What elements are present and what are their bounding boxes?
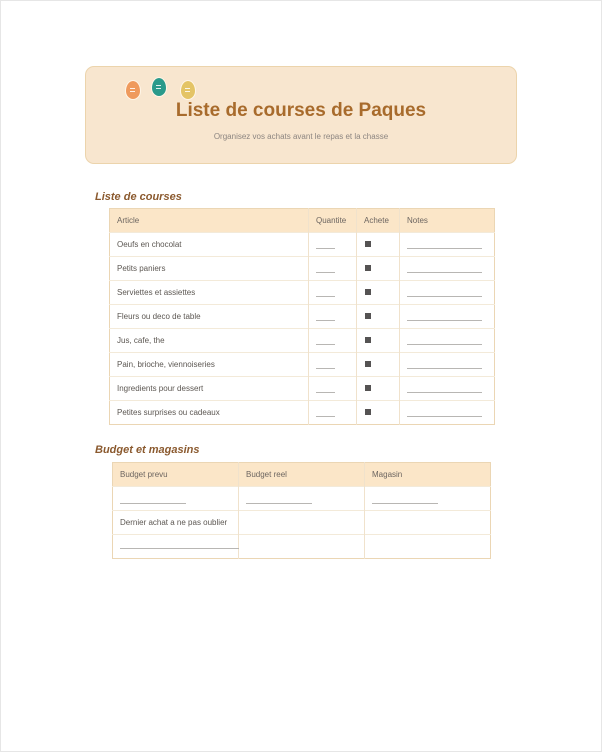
quantity-field[interactable] — [309, 377, 357, 401]
notes-blank-line — [407, 392, 482, 393]
magasin-field[interactable] — [365, 487, 491, 511]
quantity-field[interactable] — [309, 257, 357, 281]
notes-blank-line — [407, 248, 482, 249]
quantity-blank-line — [316, 368, 335, 369]
column-header-quantite: Quantite — [309, 209, 357, 233]
checkbox-square-icon — [365, 265, 371, 271]
purchased-checkbox[interactable] — [357, 377, 400, 401]
notes-field[interactable] — [400, 233, 495, 257]
checkbox-square-icon — [365, 385, 371, 391]
table-row — [110, 233, 495, 257]
page-subtitle: Organisez vos achats avant le repas et la chasse — [213, 132, 389, 141]
article-cell: Ingredients pour dessert — [110, 377, 309, 401]
budget-reel-field[interactable] — [239, 487, 365, 511]
quantity-blank-line — [316, 392, 335, 393]
purchased-checkbox[interactable] — [357, 257, 400, 281]
empty-cell — [365, 535, 491, 559]
quantity-field[interactable] — [309, 233, 357, 257]
orange-egg-icon — [125, 80, 141, 100]
empty-cell — [239, 535, 365, 559]
notes-blank-line — [407, 368, 482, 369]
notes-field[interactable] — [400, 353, 495, 377]
header-banner — [85, 66, 517, 164]
purchased-checkbox[interactable] — [357, 329, 400, 353]
column-header-achete: Achete — [357, 209, 400, 233]
table-row — [110, 329, 495, 353]
quantity-blank-line — [316, 296, 335, 297]
purchased-checkbox[interactable] — [357, 305, 400, 329]
page-title: Liste de courses de Paques — [175, 100, 427, 121]
table-row — [110, 353, 495, 377]
table-row — [110, 257, 495, 281]
purchased-checkbox[interactable] — [357, 281, 400, 305]
notes-blank-line — [407, 320, 482, 321]
table-row — [110, 281, 495, 305]
budget-prevu-field[interactable] — [113, 487, 239, 511]
checkbox-square-icon — [365, 241, 371, 247]
quantity-field[interactable] — [309, 353, 357, 377]
article-cell: Jus, cafe, the — [110, 329, 309, 353]
table-header-row — [113, 463, 491, 487]
notes-blank-line — [407, 416, 482, 417]
quantity-blank-line — [316, 320, 335, 321]
notes-blank-line — [407, 272, 482, 273]
article-cell: Oeufs en chocolat — [110, 233, 309, 257]
blank-line — [372, 503, 438, 504]
column-header-budget-reel: Budget reel — [239, 463, 365, 487]
quantity-blank-line — [316, 248, 335, 249]
checkbox-square-icon — [365, 289, 371, 295]
quantity-field[interactable] — [309, 329, 357, 353]
article-cell: Petits paniers — [110, 257, 309, 281]
column-header-notes: Notes — [400, 209, 495, 233]
notes-blank-line — [407, 296, 482, 297]
column-header-magasin: Magasin — [365, 463, 491, 487]
checkbox-square-icon — [365, 409, 371, 415]
shopping-list-heading: Liste de courses — [95, 191, 182, 203]
empty-cell — [239, 511, 365, 535]
column-header-budget-prevu: Budget prevu — [113, 463, 239, 487]
last-purchase-label: Dernier achat a ne pas oublier — [113, 511, 239, 535]
shopping-list-table — [109, 208, 495, 425]
quantity-blank-line — [316, 344, 335, 345]
article-cell: Fleurs ou deco de table — [110, 305, 309, 329]
table-row — [110, 305, 495, 329]
notes-field[interactable] — [400, 377, 495, 401]
notes-field[interactable] — [400, 281, 495, 305]
column-header-article: Article — [110, 209, 309, 233]
budget-table — [112, 462, 491, 559]
notes-field[interactable] — [400, 401, 495, 425]
article-cell: Serviettes et assiettes — [110, 281, 309, 305]
quantity-blank-line — [316, 272, 335, 273]
table-row — [113, 535, 491, 559]
notes-field[interactable] — [400, 257, 495, 281]
table-header-row — [110, 209, 495, 233]
table-row — [110, 377, 495, 401]
quantity-field[interactable] — [309, 401, 357, 425]
teal-egg-icon — [151, 77, 167, 97]
blank-line — [120, 503, 186, 504]
notes-field[interactable] — [400, 329, 495, 353]
purchased-checkbox[interactable] — [357, 233, 400, 257]
table-row — [110, 401, 495, 425]
budget-heading: Budget et magasins — [95, 444, 200, 456]
article-cell: Pain, brioche, viennoiseries — [110, 353, 309, 377]
article-cell: Petites surprises ou cadeaux — [110, 401, 309, 425]
table-row — [113, 511, 491, 535]
last-purchase-field[interactable] — [113, 535, 239, 559]
notes-field[interactable] — [400, 305, 495, 329]
blank-line — [246, 503, 312, 504]
quantity-blank-line — [316, 416, 335, 417]
quantity-field[interactable] — [309, 281, 357, 305]
yellow-egg-icon — [180, 80, 196, 100]
purchased-checkbox[interactable] — [357, 353, 400, 377]
empty-cell — [365, 511, 491, 535]
quantity-field[interactable] — [309, 305, 357, 329]
checkbox-square-icon — [365, 361, 371, 367]
checkbox-square-icon — [365, 313, 371, 319]
checkbox-square-icon — [365, 337, 371, 343]
purchased-checkbox[interactable] — [357, 401, 400, 425]
notes-blank-line — [407, 344, 482, 345]
table-row — [113, 487, 491, 511]
